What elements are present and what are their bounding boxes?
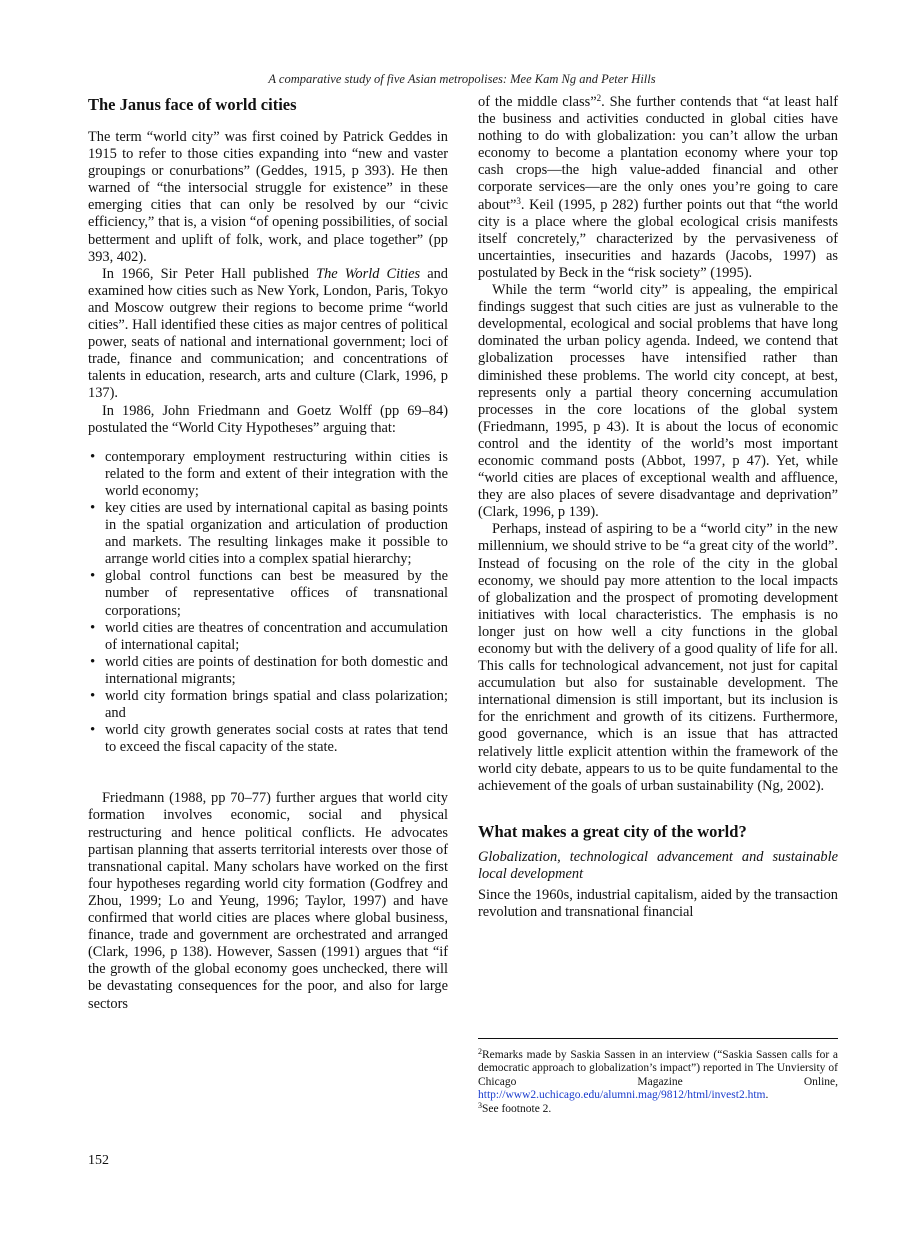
text-span: . Keil (1995, p 282) further points out that “the world city is a place where the global ecological crisis manifests itself concretely,” characterized by the pervasiveness of uncertainties, insecurities and hazards (Jacobs, 1997) as postulated by Beck in the “risk society” (1995). [478,196,838,281]
footnote-2 [478,1049,838,1103]
spacer [88,116,448,129]
footnote-ref-2[interactable]: 2 [596,93,602,103]
list-item: • world city formation brings spatial and class polarization; and [88,688,448,722]
section-title-janus: The Janus face of world cities [88,95,297,114]
footnote-ref-3[interactable]: 3 [516,195,521,206]
list-item: • world city growth generates social costs at rates that tend to exceed the fiscal capacity of the state. [88,722,448,756]
footnote-rule [478,1038,838,1039]
book-title: The World Cities [316,265,421,282]
footnote-number: 3 [478,1100,482,1110]
paragraph-geddes: The term “world city” was first coined by Patrick Geddes in 1915 to refer to those cities expanding into “new and vaster groupings or conurbations” (Geddes, 1915, p 393). He then warned of “the intersocial struggle for existence” in these emerging cities that can only be resolved by our “civic efficiency,” that is, a vision “of opening possibilities, of social betterment and uplift of folk, work, and place together” (pp 393, 402). [88,129,448,265]
footnote-text: See footnote 2. [482,1102,552,1115]
paragraph-friedmann-1988: Friedmann (1988, pp 70–77) further argues that world city formation involves economic, social and physical restructuring and hence political conflicts. He advocates partisan planning that asserts territorial interests over those of transnational capital. Many scholars have worked on the first four hypotheses regarding world city formation (Godfrey and Zhou, 1999; Lo and Yeung, 1996; Taylor, 1997) and have confirmed that world cities are places where global business, finance, trade and government are orchestrated and arranged (Clark, 1996, p 138). However, Sassen (1991) argues that “if the growth of the global economy goes unchecked, there will be devastating consequences for the poor, and also for large sectors [88,790,448,1012]
paragraph-hall [88,266,448,403]
list-item: • contemporary employment restructuring within cities is related to the form and extent of their integration with the world economy; [88,449,448,500]
list-item: • key cities are used by international capital as basing points in the spatial organization and articulation of production and markets. The resulting linkages make it possible to arrange world cities into a complex spatial hierarchy; [88,500,448,568]
text-span: . She further contends that “at least half the business and activities conducted in global cities have nothing to do with globalization: you can’t allow the urban economy to become a plantation economy where your top cash crops—the high value-added financial and other corporate services—are the only ones you’re going to care about” [478,94,838,213]
list-item: • global control functions can best be measured by the number of representative offices of transnational corporations; [88,568,448,619]
subsection-title: Globalization, technological advancement and sustainable local development [478,848,838,882]
footnote-text: . [765,1089,769,1102]
footnotes [478,1038,838,1116]
paragraph-sassen [478,94,838,282]
footnote-text: Remarks made by Saskia Sassen in an interview (“Saskia Sassen calls for a democratic approach to globalization’s impact”) reported in The Unviersity of Chicago Magazine Online, [478,1049,838,1088]
paragraph-world-city-appealing: While the term “world city” is appealing, the empirical findings suggest that such cities are just as vulnerable to the developmental, ecological and social problems that have long dominated the urban policy agenda. Indeed, we contend that globalization processes have intensified rather than diminished these problems. The world city concept, at best, represents only a partial theory concerning accumulation processes in the core locations of the global system (Friedmann, 1995, p 43). It is about the locus of economic control and the identity of the world’s most important economic command posts (Abbot, 1997, p 47). Yet, while “world cities are places of exceptional wealth and affluence, they are also places of severe disadvantage and deprivation” (Clark, 1996, p 139). [478,282,838,521]
list-item: • world cities are theatres of concentration and accumulation of international capital; [88,620,448,654]
footnote-number: 2 [478,1047,482,1056]
left-column [88,94,448,1013]
paragraph-great-city: Perhaps, instead of aspiring to be a “world city” in the new millennium, we should strive to be “a great city of the world”. Instead of focusing on the role of the city in the global economy, we should pay more attention to the local impacts of globalization and the prospect of promoting development initiatives with local characteristics. The emphasis is no longer just on how well a city functions in the global economy but with the delivery of a good quality of life for all. This calls for technological advancement, not just for capital accumulation but also for sustainable development. The international dimension is still important, but its inclusion is for the enrichment and growth of its citizens. Furthermore, good governance, which is an issue that has attracted relatively little explicit attention within the framework of the world city debate, appears to us to be quite fundamental to the achievement of the goals of urban sustainability (Ng, 2002). [478,521,838,794]
footnote-link[interactable]: http://www2.uchicago.edu/alumni.mag/9812/html/invest2.htm [478,1089,766,1102]
list-item: • world cities are points of destination for both domestic and international migrants; [88,654,448,688]
spacer [478,795,838,821]
hall-intro: In 1966, Sir Peter Hall published [102,265,317,282]
section-title-great-city: What makes a great city of the world? [478,821,747,841]
paragraph-friedmann-wolff: In 1986, John Friedmann and Goetz Wolff (pp 69–84) postulated the “World City Hypotheses” arguing that: [88,402,448,436]
hall-body: and examined how cities such as New York, London, Paris, Tokyo and Moscow outgrew their regions to become prime “world cities”. Hall identified these cities as major centres of political power, seats of national and international government; loci of trade, finance and communication; and concentrations of talents in education, research, arts and culture (Clark, 1996, p 137). [88,265,448,402]
spacer [88,756,448,790]
right-column [478,94,838,921]
page-number: 152 [88,1153,109,1168]
running-head: A comparative study of five Asian metropolises: Mee Kam Ng and Peter Hills [268,72,656,86]
footnote-3 [478,1100,838,1116]
paragraph-industrial-capitalism: Since the 1960s, industrial capitalism, aided by the transaction revolution and transnational financial [478,886,838,920]
hypotheses-list [88,449,448,757]
text-span: of the middle class” [478,94,597,110]
